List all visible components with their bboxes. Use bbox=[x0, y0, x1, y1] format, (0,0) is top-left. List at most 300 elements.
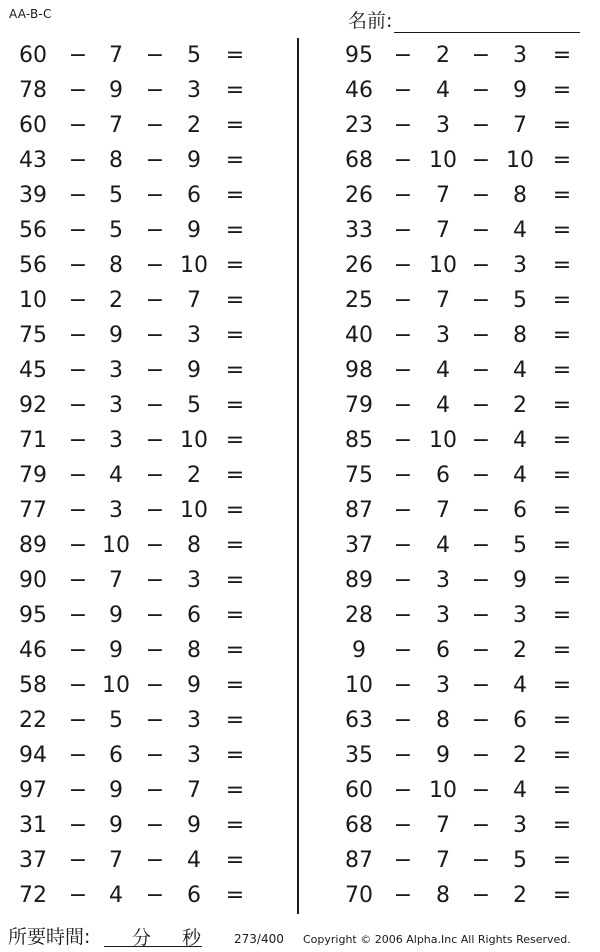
copyright: Copyright © 2006 Alpha.Inc All Rights Reserved. bbox=[303, 933, 571, 946]
problem-row bbox=[0, 318, 296, 353]
subtrahend-1: 3 bbox=[436, 673, 450, 698]
problems-left-column bbox=[0, 38, 296, 913]
minus-sign: − bbox=[145, 253, 165, 278]
minus-sign: − bbox=[471, 43, 491, 68]
equals-sign: = bbox=[225, 673, 245, 698]
minus-sign: − bbox=[471, 883, 491, 908]
equals-sign: = bbox=[552, 638, 572, 663]
subtrahend-1: 10 bbox=[429, 428, 457, 453]
minus-sign: − bbox=[68, 463, 88, 488]
minus-sign: − bbox=[145, 463, 165, 488]
minus-sign: − bbox=[393, 253, 413, 278]
subtrahend-2: 6 bbox=[513, 708, 527, 733]
problem-row bbox=[299, 528, 600, 563]
minus-sign: − bbox=[393, 708, 413, 733]
subtrahend-1: 8 bbox=[436, 883, 450, 908]
equals-sign: = bbox=[225, 148, 245, 173]
equals-sign: = bbox=[552, 288, 572, 313]
equals-sign: = bbox=[225, 743, 245, 768]
minus-sign: − bbox=[471, 183, 491, 208]
seconds-unit: 秒 bbox=[182, 927, 202, 949]
equals-sign: = bbox=[552, 603, 572, 628]
equals-sign: = bbox=[552, 533, 572, 558]
subtrahend-2: 9 bbox=[513, 568, 527, 593]
subtrahend-1: 4 bbox=[109, 883, 123, 908]
minus-sign: − bbox=[393, 183, 413, 208]
problem-row bbox=[0, 493, 296, 528]
minuend: 68 bbox=[345, 813, 373, 838]
problem-row bbox=[0, 703, 296, 738]
minus-sign: − bbox=[68, 393, 88, 418]
minus-sign: − bbox=[471, 393, 491, 418]
problem-row bbox=[299, 143, 600, 178]
minus-sign: − bbox=[393, 638, 413, 663]
minus-sign: − bbox=[145, 883, 165, 908]
subtrahend-1: 6 bbox=[109, 743, 123, 768]
minuend: 98 bbox=[345, 358, 373, 383]
minus-sign: − bbox=[471, 113, 491, 138]
subtrahend-1: 2 bbox=[436, 43, 450, 68]
subtrahend-1: 3 bbox=[436, 603, 450, 628]
minuend: 60 bbox=[19, 113, 47, 138]
minus-sign: − bbox=[393, 603, 413, 628]
minus-sign: − bbox=[68, 778, 88, 803]
problem-row bbox=[0, 563, 296, 598]
subtrahend-2: 4 bbox=[513, 428, 527, 453]
minus-sign: − bbox=[393, 498, 413, 523]
minus-sign: − bbox=[68, 708, 88, 733]
minus-sign: − bbox=[68, 673, 88, 698]
minus-sign: − bbox=[145, 183, 165, 208]
subtrahend-2: 5 bbox=[513, 533, 527, 558]
minuend: 94 bbox=[19, 743, 47, 768]
equals-sign: = bbox=[552, 848, 572, 873]
problem-row bbox=[0, 878, 296, 913]
minuend: 22 bbox=[19, 708, 47, 733]
minuend: 37 bbox=[19, 848, 47, 873]
minus-sign: − bbox=[145, 848, 165, 873]
minus-sign: − bbox=[68, 43, 88, 68]
minus-sign: − bbox=[471, 743, 491, 768]
subtrahend-1: 10 bbox=[102, 673, 130, 698]
minuend: 31 bbox=[19, 813, 47, 838]
minus-sign: − bbox=[393, 463, 413, 488]
problem-row bbox=[0, 353, 296, 388]
problem-row bbox=[299, 38, 600, 73]
equals-sign: = bbox=[552, 183, 572, 208]
subtrahend-1: 10 bbox=[429, 253, 457, 278]
equals-sign: = bbox=[225, 428, 245, 453]
minuend: 40 bbox=[345, 323, 373, 348]
minuend: 68 bbox=[345, 148, 373, 173]
minuend: 92 bbox=[19, 393, 47, 418]
problem-row bbox=[0, 458, 296, 493]
page-number: 273/400 bbox=[234, 932, 284, 946]
subtrahend-1: 7 bbox=[109, 113, 123, 138]
minus-sign: − bbox=[145, 148, 165, 173]
problem-row bbox=[0, 738, 296, 773]
minus-sign: − bbox=[471, 358, 491, 383]
problem-row bbox=[299, 598, 600, 633]
subtrahend-1: 3 bbox=[436, 323, 450, 348]
problem-row bbox=[0, 178, 296, 213]
equals-sign: = bbox=[552, 883, 572, 908]
minuend: 23 bbox=[345, 113, 373, 138]
equals-sign: = bbox=[225, 883, 245, 908]
minuend: 10 bbox=[19, 288, 47, 313]
subtrahend-2: 10 bbox=[180, 498, 208, 523]
problem-row bbox=[299, 633, 600, 668]
equals-sign: = bbox=[225, 218, 245, 243]
subtrahend-2: 7 bbox=[513, 113, 527, 138]
minus-sign: − bbox=[471, 148, 491, 173]
minus-sign: − bbox=[471, 533, 491, 558]
minus-sign: − bbox=[145, 288, 165, 313]
minus-sign: − bbox=[471, 708, 491, 733]
problem-row bbox=[0, 843, 296, 878]
problem-row bbox=[0, 528, 296, 563]
subtrahend-1: 7 bbox=[436, 183, 450, 208]
minuend: 43 bbox=[19, 148, 47, 173]
subtrahend-2: 9 bbox=[187, 673, 201, 698]
subtrahend-2: 2 bbox=[513, 743, 527, 768]
subtrahend-2: 4 bbox=[513, 673, 527, 698]
subtrahend-2: 5 bbox=[187, 43, 201, 68]
subtrahend-1: 9 bbox=[109, 78, 123, 103]
minus-sign: − bbox=[145, 813, 165, 838]
problem-row bbox=[0, 38, 296, 73]
minuend: 28 bbox=[345, 603, 373, 628]
subtrahend-1: 4 bbox=[436, 358, 450, 383]
subtrahend-1: 3 bbox=[109, 428, 123, 453]
minus-sign: − bbox=[68, 218, 88, 243]
subtrahend-2: 3 bbox=[513, 603, 527, 628]
problem-row bbox=[299, 668, 600, 703]
subtrahend-2: 8 bbox=[187, 638, 201, 663]
minuend: 33 bbox=[345, 218, 373, 243]
minutes-unit: 分 bbox=[132, 927, 152, 949]
minuend: 46 bbox=[345, 78, 373, 103]
minuend: 60 bbox=[345, 778, 373, 803]
minuend: 79 bbox=[19, 463, 47, 488]
subtrahend-1: 4 bbox=[436, 78, 450, 103]
minus-sign: − bbox=[68, 183, 88, 208]
minus-sign: − bbox=[68, 813, 88, 838]
minuend: 75 bbox=[19, 323, 47, 348]
minus-sign: − bbox=[393, 358, 413, 383]
minus-sign: − bbox=[145, 743, 165, 768]
subtrahend-2: 4 bbox=[187, 848, 201, 873]
equals-sign: = bbox=[225, 323, 245, 348]
minus-sign: − bbox=[393, 778, 413, 803]
minus-sign: − bbox=[145, 323, 165, 348]
minus-sign: − bbox=[68, 358, 88, 383]
minus-sign: − bbox=[145, 673, 165, 698]
problem-row bbox=[299, 108, 600, 143]
equals-sign: = bbox=[552, 743, 572, 768]
minus-sign: − bbox=[393, 148, 413, 173]
equals-sign: = bbox=[552, 358, 572, 383]
subtrahend-2: 9 bbox=[187, 148, 201, 173]
minus-sign: − bbox=[393, 883, 413, 908]
subtrahend-1: 9 bbox=[109, 638, 123, 663]
minus-sign: − bbox=[393, 43, 413, 68]
problem-row bbox=[0, 388, 296, 423]
problem-row bbox=[299, 318, 600, 353]
subtrahend-2: 3 bbox=[187, 323, 201, 348]
subtrahend-2: 3 bbox=[187, 743, 201, 768]
minuend: 60 bbox=[19, 43, 47, 68]
problem-row bbox=[299, 283, 600, 318]
minuend: 79 bbox=[345, 393, 373, 418]
minus-sign: − bbox=[145, 603, 165, 628]
minuend: 85 bbox=[345, 428, 373, 453]
subtrahend-1: 7 bbox=[109, 848, 123, 873]
problem-row bbox=[299, 178, 600, 213]
equals-sign: = bbox=[225, 358, 245, 383]
subtrahend-2: 10 bbox=[180, 428, 208, 453]
minus-sign: − bbox=[68, 883, 88, 908]
minus-sign: − bbox=[145, 43, 165, 68]
subtrahend-1: 9 bbox=[109, 323, 123, 348]
time-label: 所要時間: bbox=[8, 926, 91, 948]
minus-sign: − bbox=[145, 778, 165, 803]
minus-sign: − bbox=[471, 463, 491, 488]
equals-sign: = bbox=[225, 603, 245, 628]
problem-row bbox=[299, 353, 600, 388]
minus-sign: − bbox=[471, 428, 491, 453]
equals-sign: = bbox=[552, 673, 572, 698]
subtrahend-1: 8 bbox=[109, 148, 123, 173]
subtrahend-1: 8 bbox=[436, 708, 450, 733]
minuend: 75 bbox=[345, 463, 373, 488]
equals-sign: = bbox=[225, 498, 245, 523]
minus-sign: − bbox=[393, 568, 413, 593]
problem-row bbox=[0, 668, 296, 703]
problem-row bbox=[0, 598, 296, 633]
minus-sign: − bbox=[68, 638, 88, 663]
subtrahend-2: 3 bbox=[187, 568, 201, 593]
subtrahend-2: 4 bbox=[513, 463, 527, 488]
minus-sign: − bbox=[68, 323, 88, 348]
minuend: 77 bbox=[19, 498, 47, 523]
minuend: 25 bbox=[345, 288, 373, 313]
subtrahend-1: 10 bbox=[429, 148, 457, 173]
minuend: 78 bbox=[19, 78, 47, 103]
minus-sign: − bbox=[393, 323, 413, 348]
subtrahend-2: 9 bbox=[187, 358, 201, 383]
problem-row bbox=[0, 808, 296, 843]
subtrahend-1: 7 bbox=[436, 848, 450, 873]
minus-sign: − bbox=[145, 568, 165, 593]
minus-sign: − bbox=[145, 113, 165, 138]
minus-sign: − bbox=[68, 288, 88, 313]
minuend: 56 bbox=[19, 218, 47, 243]
equals-sign: = bbox=[552, 463, 572, 488]
minus-sign: − bbox=[145, 498, 165, 523]
minus-sign: − bbox=[68, 498, 88, 523]
minus-sign: − bbox=[68, 78, 88, 103]
equals-sign: = bbox=[552, 113, 572, 138]
equals-sign: = bbox=[225, 778, 245, 803]
subtrahend-2: 2 bbox=[513, 393, 527, 418]
equals-sign: = bbox=[225, 253, 245, 278]
minus-sign: − bbox=[393, 813, 413, 838]
minuend: 87 bbox=[345, 848, 373, 873]
minuend: 9 bbox=[352, 638, 366, 663]
problem-row bbox=[299, 843, 600, 878]
name-label: 名前: bbox=[348, 10, 393, 32]
problem-row bbox=[299, 248, 600, 283]
footer bbox=[0, 922, 600, 952]
minus-sign: − bbox=[68, 148, 88, 173]
subtrahend-1: 9 bbox=[436, 743, 450, 768]
subtrahend-1: 10 bbox=[429, 778, 457, 803]
problem-row bbox=[299, 773, 600, 808]
subtrahend-1: 9 bbox=[109, 778, 123, 803]
minuend: 37 bbox=[345, 533, 373, 558]
subtrahend-1: 4 bbox=[436, 393, 450, 418]
subtrahend-2: 5 bbox=[513, 288, 527, 313]
minuend: 10 bbox=[345, 673, 373, 698]
subtrahend-1: 8 bbox=[109, 253, 123, 278]
minuend: 35 bbox=[345, 743, 373, 768]
minuend: 70 bbox=[345, 883, 373, 908]
equals-sign: = bbox=[225, 533, 245, 558]
equals-sign: = bbox=[552, 43, 572, 68]
problems-right-column bbox=[299, 38, 600, 913]
subtrahend-1: 3 bbox=[109, 498, 123, 523]
minuend: 71 bbox=[19, 428, 47, 453]
equals-sign: = bbox=[225, 183, 245, 208]
equals-sign: = bbox=[225, 463, 245, 488]
minus-sign: − bbox=[393, 393, 413, 418]
minuend: 26 bbox=[345, 183, 373, 208]
subtrahend-2: 3 bbox=[187, 78, 201, 103]
subtrahend-1: 5 bbox=[109, 708, 123, 733]
equals-sign: = bbox=[225, 708, 245, 733]
minus-sign: − bbox=[393, 848, 413, 873]
minus-sign: − bbox=[68, 743, 88, 768]
minus-sign: − bbox=[145, 428, 165, 453]
minus-sign: − bbox=[393, 288, 413, 313]
minuend: 89 bbox=[345, 568, 373, 593]
equals-sign: = bbox=[225, 393, 245, 418]
minus-sign: − bbox=[471, 568, 491, 593]
problem-row bbox=[0, 283, 296, 318]
subtrahend-2: 4 bbox=[513, 778, 527, 803]
minus-sign: − bbox=[471, 848, 491, 873]
name-field bbox=[348, 6, 580, 33]
problem-row bbox=[299, 738, 600, 773]
minus-sign: − bbox=[145, 708, 165, 733]
minuend: 89 bbox=[19, 533, 47, 558]
equals-sign: = bbox=[552, 253, 572, 278]
subtrahend-2: 4 bbox=[513, 218, 527, 243]
equals-sign: = bbox=[552, 568, 572, 593]
minuend: 56 bbox=[19, 253, 47, 278]
minus-sign: − bbox=[68, 568, 88, 593]
minuend: 72 bbox=[19, 883, 47, 908]
minus-sign: − bbox=[471, 673, 491, 698]
minus-sign: − bbox=[68, 113, 88, 138]
minus-sign: − bbox=[471, 778, 491, 803]
minus-sign: − bbox=[68, 533, 88, 558]
equals-sign: = bbox=[225, 43, 245, 68]
subtrahend-1: 9 bbox=[109, 813, 123, 838]
subtrahend-1: 5 bbox=[109, 218, 123, 243]
equals-sign: = bbox=[552, 323, 572, 348]
minus-sign: − bbox=[393, 218, 413, 243]
subtrahend-1: 4 bbox=[436, 533, 450, 558]
minuend: 46 bbox=[19, 638, 47, 663]
minus-sign: − bbox=[393, 78, 413, 103]
minuend: 97 bbox=[19, 778, 47, 803]
equals-sign: = bbox=[552, 78, 572, 103]
minus-sign: − bbox=[471, 253, 491, 278]
subtrahend-2: 3 bbox=[513, 253, 527, 278]
equals-sign: = bbox=[225, 113, 245, 138]
subtrahend-2: 6 bbox=[187, 183, 201, 208]
equals-sign: = bbox=[552, 148, 572, 173]
minuend: 58 bbox=[19, 673, 47, 698]
subtrahend-2: 7 bbox=[187, 778, 201, 803]
minus-sign: − bbox=[471, 323, 491, 348]
minus-sign: − bbox=[145, 393, 165, 418]
minuend: 95 bbox=[19, 603, 47, 628]
subtrahend-1: 7 bbox=[436, 218, 450, 243]
minus-sign: − bbox=[471, 218, 491, 243]
minus-sign: − bbox=[145, 638, 165, 663]
problem-row bbox=[0, 633, 296, 668]
equals-sign: = bbox=[552, 813, 572, 838]
minus-sign: − bbox=[471, 813, 491, 838]
minus-sign: − bbox=[393, 743, 413, 768]
subtrahend-2: 6 bbox=[187, 883, 201, 908]
minus-sign: − bbox=[471, 603, 491, 628]
problem-row bbox=[0, 248, 296, 283]
subtrahend-2: 9 bbox=[187, 813, 201, 838]
problem-row bbox=[299, 73, 600, 108]
problem-row bbox=[0, 213, 296, 248]
minuend: 63 bbox=[345, 708, 373, 733]
equals-sign: = bbox=[225, 78, 245, 103]
subtrahend-2: 6 bbox=[187, 603, 201, 628]
minus-sign: − bbox=[393, 673, 413, 698]
minuend: 39 bbox=[19, 183, 47, 208]
subtrahend-1: 3 bbox=[109, 358, 123, 383]
equals-sign: = bbox=[225, 638, 245, 663]
subtrahend-1: 10 bbox=[102, 533, 130, 558]
name-line bbox=[394, 12, 580, 33]
subtrahend-1: 3 bbox=[436, 113, 450, 138]
subtrahend-1: 7 bbox=[436, 813, 450, 838]
equals-sign: = bbox=[552, 708, 572, 733]
problem-row bbox=[299, 388, 600, 423]
problem-row bbox=[0, 73, 296, 108]
equals-sign: = bbox=[225, 288, 245, 313]
subtrahend-2: 2 bbox=[187, 113, 201, 138]
equals-sign: = bbox=[225, 848, 245, 873]
minus-sign: − bbox=[145, 358, 165, 383]
subtrahend-2: 5 bbox=[513, 848, 527, 873]
minus-sign: − bbox=[145, 78, 165, 103]
subtrahend-1: 3 bbox=[109, 393, 123, 418]
minuend: 45 bbox=[19, 358, 47, 383]
problem-row bbox=[0, 108, 296, 143]
subtrahend-2: 6 bbox=[513, 498, 527, 523]
equals-sign: = bbox=[552, 218, 572, 243]
